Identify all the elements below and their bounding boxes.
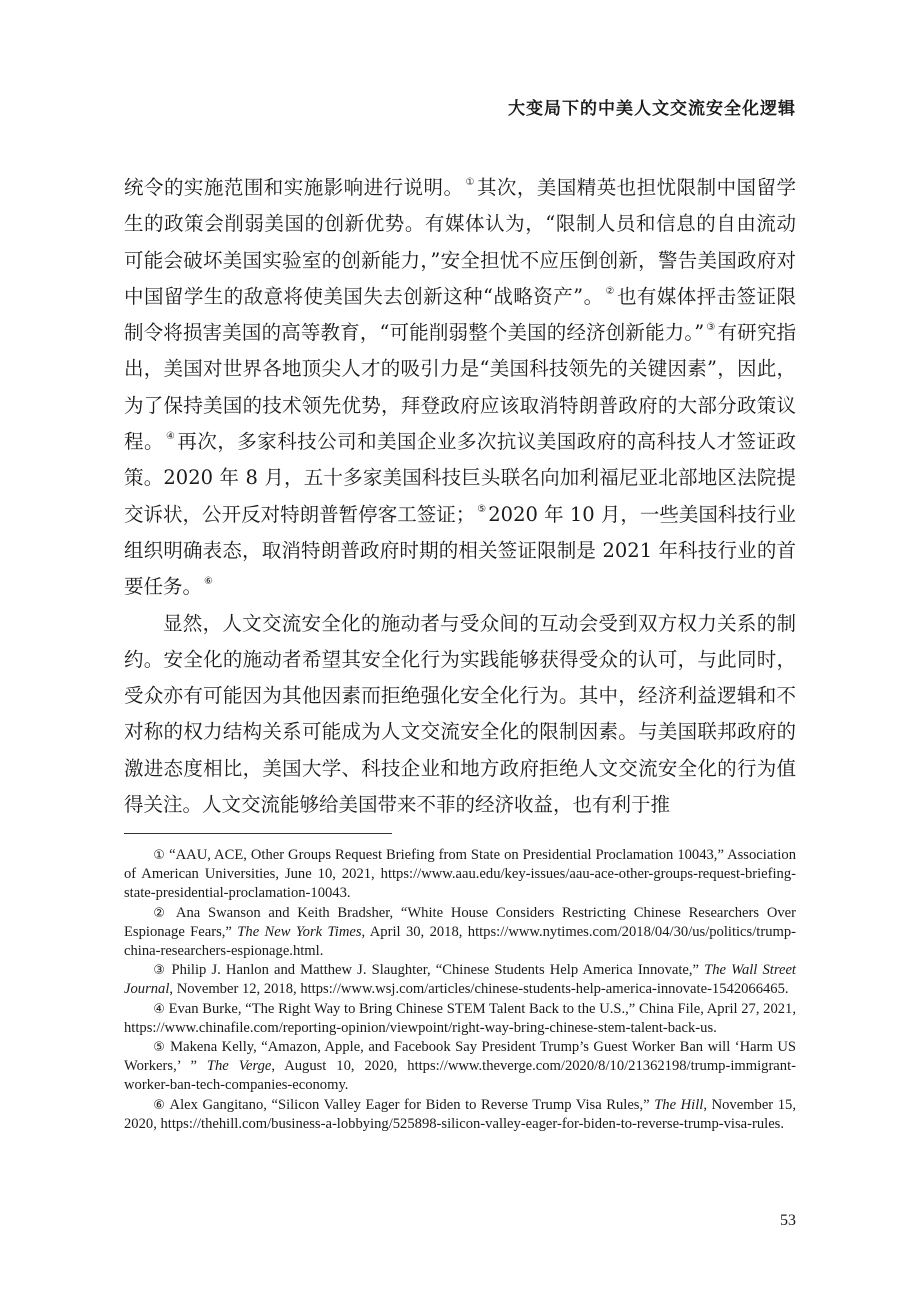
text-run: 也有媒体抨击签证限制令将损害美国的高等教育，“可能削弱整个美国的经济创新能力。” [124, 284, 796, 345]
footnote-marker: ⑥ [153, 1097, 166, 1113]
footnote-reference[interactable]: ④ [165, 431, 176, 443]
footnote-reference[interactable]: ① [465, 177, 475, 188]
footnote-marker: ⑤ [153, 1040, 166, 1056]
footnote [124, 1096, 796, 1134]
text-run: , April 30, 2018, https://www.nytimes.com/2018/04/30/us/politics/trump-china-researchers-espionage.html. [124, 923, 796, 960]
footnote [124, 904, 796, 962]
body-text [124, 170, 796, 823]
text-run: Evan Burke, “The Right Way to Bring Chinese STEM Talent Back to the U.S.,” China File, April 27, 2021, https://www.chinafile.com/reporting-opinion/viewpoint/right-way-bring-chinese-stem-talent-back-us. [124, 1000, 796, 1036]
footnote-divider [124, 833, 392, 834]
footnotes [124, 846, 796, 1134]
publication-title: The New York Times [237, 923, 362, 940]
body-paragraph [124, 606, 796, 824]
running-head: 大变局下的中美人文交流安全化逻辑 [508, 99, 796, 119]
footnote-reference[interactable]: ⑥ [204, 576, 213, 588]
body-paragraph [124, 170, 796, 606]
publication-title: The Hill [654, 1096, 704, 1113]
text-run: Ana Swanson and Keith Bradsher, “White House Considers Restricting Chinese Researchers Over Espionage Fears,” [124, 904, 796, 940]
text-run: , November 12, 2018, https://www.wsj.com/articles/chinese-students-help-america-innovate-1542066465. [169, 981, 789, 998]
footnote-reference[interactable]: ② [605, 285, 615, 297]
text-run: Makena Kelly, “Amazon, Apple, and Facebook Say President Trump’s Guest Worker Ban will ‘Harm US Workers,’ ” [124, 1039, 797, 1075]
text-run: Philip J. Hanlon and Matthew J. Slaughter, “Chinese Students Help America Innovate,” [166, 962, 705, 979]
page-number: 53 [780, 1212, 796, 1229]
footnote-reference[interactable]: ③ [706, 322, 716, 334]
footnote-marker: ③ [153, 963, 167, 979]
text-run: 其次，美国精英也担忧限制中国留学生的政策会削弱美国的创新优势。有媒体认为，“限制人员和信息的自由流动可能会破坏美国实验室的创新能力，”安全担忧不应压倒创新，警告美国政府对中国留学生的敌意将使美国失去创新这种“战略资产”。 [124, 176, 796, 308]
text-run: Alex Gangitano, “Silicon Valley Eager for Biden to Reverse Trump Visa Rules,” [165, 1096, 655, 1113]
footnote-reference[interactable]: ⑤ [477, 503, 487, 515]
footnote [124, 846, 796, 904]
footnote [124, 961, 796, 999]
text-run: , November 15, 2020, https://thehill.com/business-a-lobbying/525898-silicon-valley-eager-for-biden-to-reverse-trump-visa-rules. [124, 1096, 796, 1132]
text-run: 有研究指出，美国对世界各地顶尖人才的吸引力是“美国科技领先的关键因素”，因此，为了保持美国的技术领先优势，拜登政府应该取消特朗普政府的大部分政策议程。 [124, 321, 796, 454]
text-run: 再次，多家科技公司和美国企业多次抗议美国政府的高科技人才签证政策。2020 年 8 月，五十多家美国科技巨头联名向加利福尼亚北部地区法院提交诉状，公开反对特朗普暂停客工签证； [124, 430, 796, 526]
text-run: 2020 年 10 月，一些美国科技行业组织明确表态，取消特朗普政府时期的相关签证限制是 2021 年科技行业的首要任务。 [124, 502, 796, 599]
footnote-marker: ① [153, 848, 166, 863]
text-run: 统令的实施范围和实施影响进行说明。 [124, 176, 464, 199]
publication-title: The Wall Street Journal [124, 962, 796, 998]
footnote-marker: ④ [153, 1001, 165, 1017]
text-run: , August 10, 2020, https://www.theverge.com/2020/8/10/21362198/trump-immigrant-worker-ban-tech-companies-economy. [124, 1058, 796, 1094]
footnote-marker: ② [153, 905, 169, 921]
footnote [124, 1000, 796, 1038]
footnote [124, 1038, 796, 1096]
publication-title: The Verge [206, 1058, 272, 1075]
text-run: “AAU, ACE, Other Groups Request Briefing from State on Presidential Proclamation 10043,” Association of American Universities, June 10, 2021, https://www.aau.edu/key-issues/aau-ace-other-groups-request-briefing-state-presidential-proclamation-10043. [124, 847, 796, 902]
text-run: 显然，人文交流安全化的施动者与受众间的互动会受到双方权力关系的制约。安全化的施动者希望其安全化行为实践能够获得受众的认可，与此同时，受众亦有可能因为其他因素而拒绝强化安全化行为。其中，经济利益逻辑和不对称的权力结构关系可能成为人文交流安全化的限制因素。与美国联邦政府的激进态度相比，美国大学、科技企业和地方政府拒绝人文交流安全化的行为值得关注。人文交流能够给美国带来不菲的经济收益，也有利于推 [124, 611, 796, 817]
